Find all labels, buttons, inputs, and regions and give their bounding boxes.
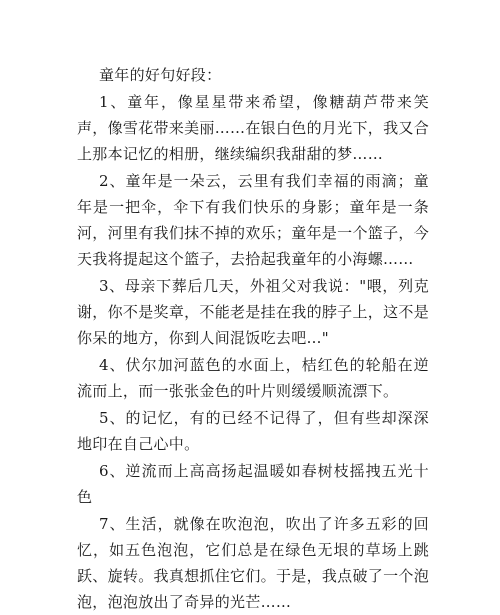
paragraph-5: 5、的记忆，有的已经不记得了，但有些却深深地印在自己心中。 bbox=[77, 409, 429, 453]
document-body bbox=[77, 62, 429, 615]
paragraph-1: 1、童年，像星星带来希望，像糖葫芦带来笑声，像雪花带来美丽……在银白色的月光下，我又合上那本记忆的相册，继续编织我甜甜的梦…… bbox=[77, 93, 429, 163]
document-heading: 童年的好句好段： bbox=[99, 66, 222, 84]
paragraph-3: 3、母亲下葬后几天，外祖父对我说："喂，列克谢，你不是奖章，不能老是挂在我的脖子上，这不是你呆的地方，你到人间混饭吃去吧…" bbox=[77, 277, 429, 347]
paragraph-2: 2、童年是一朵云，云里有我们幸福的雨滴；童年是一把伞，伞下有我们快乐的身影；童年是一条河，河里有我们抹不掉的欢乐；童年是一个篮子，今天我将提起这个篮子，去拾起我童年的小海螺…… bbox=[77, 172, 429, 268]
paragraph-7: 7、生活，就像在吹泡泡，吹出了许多五彩的回忆，如五色泡泡，它们总是在绿色无垠的草场上跳跃、旋转。我真想抓住它们。于是，我点破了一个泡泡，泡泡放出了奇异的光芒…… bbox=[77, 515, 429, 611]
paragraph-6: 6、逆流而上高高扬起温暖如春树枝摇拽五光十色 bbox=[77, 462, 429, 506]
paragraph-4: 4、伏尔加河蓝色的水面上，桔红色的轮船在逆流而上，而一张张金色的叶片则缓缓顺流漂下。 bbox=[77, 356, 429, 400]
